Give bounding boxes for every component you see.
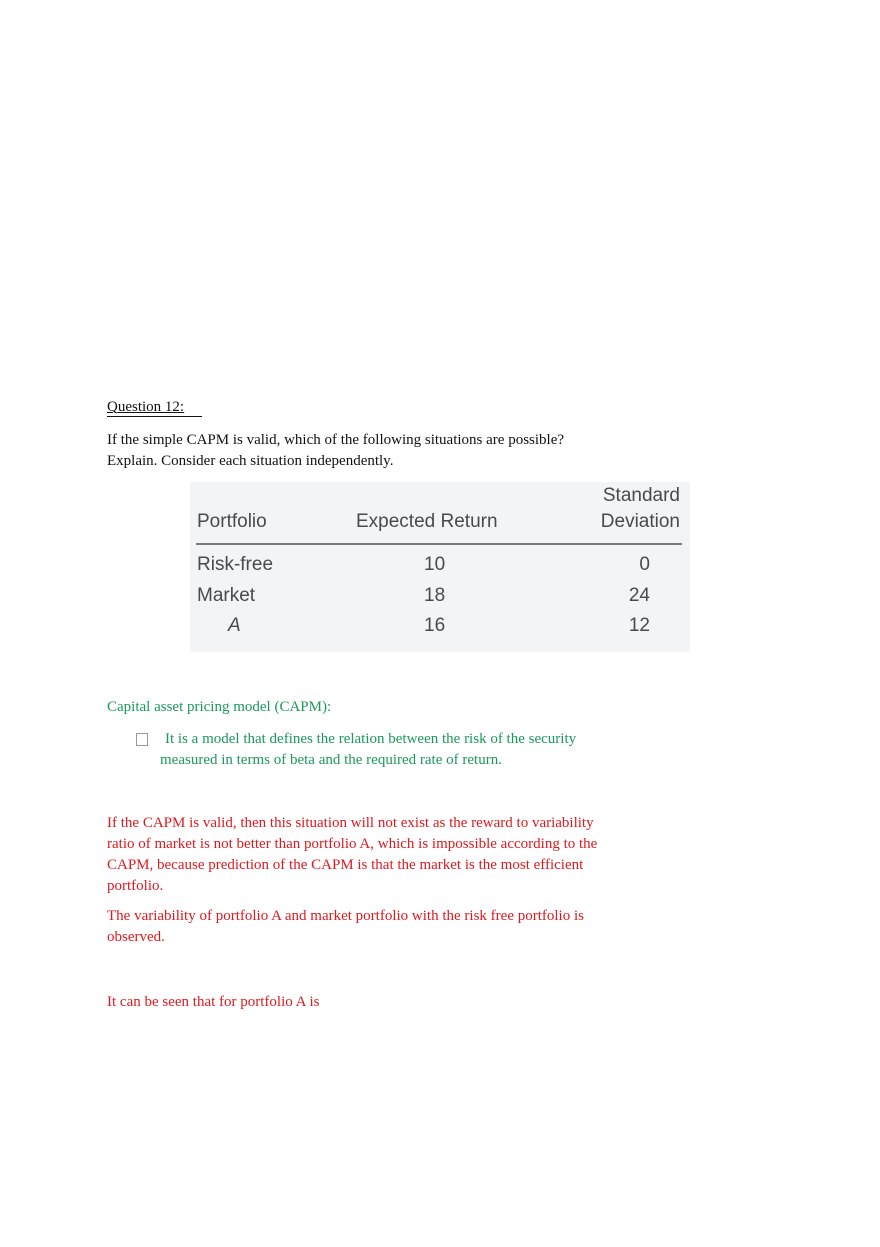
portfolio-table <box>190 482 690 652</box>
cell-portfolio-market: Market <box>197 585 256 606</box>
capm-definition <box>160 729 640 771</box>
cell-expected-market: 18 <box>424 585 446 606</box>
answer-paragraph-3 <box>107 992 667 1013</box>
paragraph-line: observed. <box>107 929 165 945</box>
bullet-box-icon <box>136 733 148 746</box>
paragraph-line: ratio of market is not better than portfolio A, which is impossible according to the <box>107 836 598 852</box>
header-portfolio: Portfolio <box>197 511 267 532</box>
cell-portfolio-risk-free: Risk-free <box>197 554 274 575</box>
header-standard-deviation <box>601 483 680 535</box>
paragraph-line: portfolio. <box>107 878 164 894</box>
cell-std-a: 12 <box>628 615 650 636</box>
cell-portfolio-a: A <box>228 615 241 636</box>
capm-heading: Capital asset pricing model (CAPM): <box>107 699 332 715</box>
cell-std-market: 24 <box>628 585 650 606</box>
capm-definition-line: measured in terms of beta and the required rate of return. <box>160 752 502 768</box>
question-title-text: Question 12: <box>107 399 185 415</box>
paragraph-line: The variability of portfolio A and market portfolio with the risk free portfolio is <box>107 908 584 924</box>
question-line: Explain. Consider each situation independently. <box>107 453 394 469</box>
header-expected-return: Expected Return <box>356 511 498 532</box>
cell-expected-risk-free: 10 <box>424 554 446 575</box>
cell-expected-a: 16 <box>424 615 446 636</box>
cell-std-risk-free: 0 <box>639 554 650 575</box>
answer-paragraph-2 <box>107 906 667 948</box>
header-std-line2: Deviation <box>600 511 680 532</box>
paragraph-line: CAPM, because prediction of the CAPM is that the market is the most efficient <box>107 857 584 873</box>
question-title <box>107 398 202 417</box>
paragraph-line: It can be seen that for portfolio A is <box>107 994 320 1010</box>
capm-definition-line: It is a model that defines the relation between the risk of the security <box>165 731 577 747</box>
question-line: If the simple CAPM is valid, which of the following situations are possible? <box>107 432 565 448</box>
header-std-line1: Standard <box>602 485 680 506</box>
table-header-rule <box>196 543 682 545</box>
paragraph-line: If the CAPM is valid, then this situation will not exist as the reward to variability <box>107 815 594 831</box>
question-text <box>107 430 667 472</box>
answer-paragraph-1 <box>107 813 667 897</box>
